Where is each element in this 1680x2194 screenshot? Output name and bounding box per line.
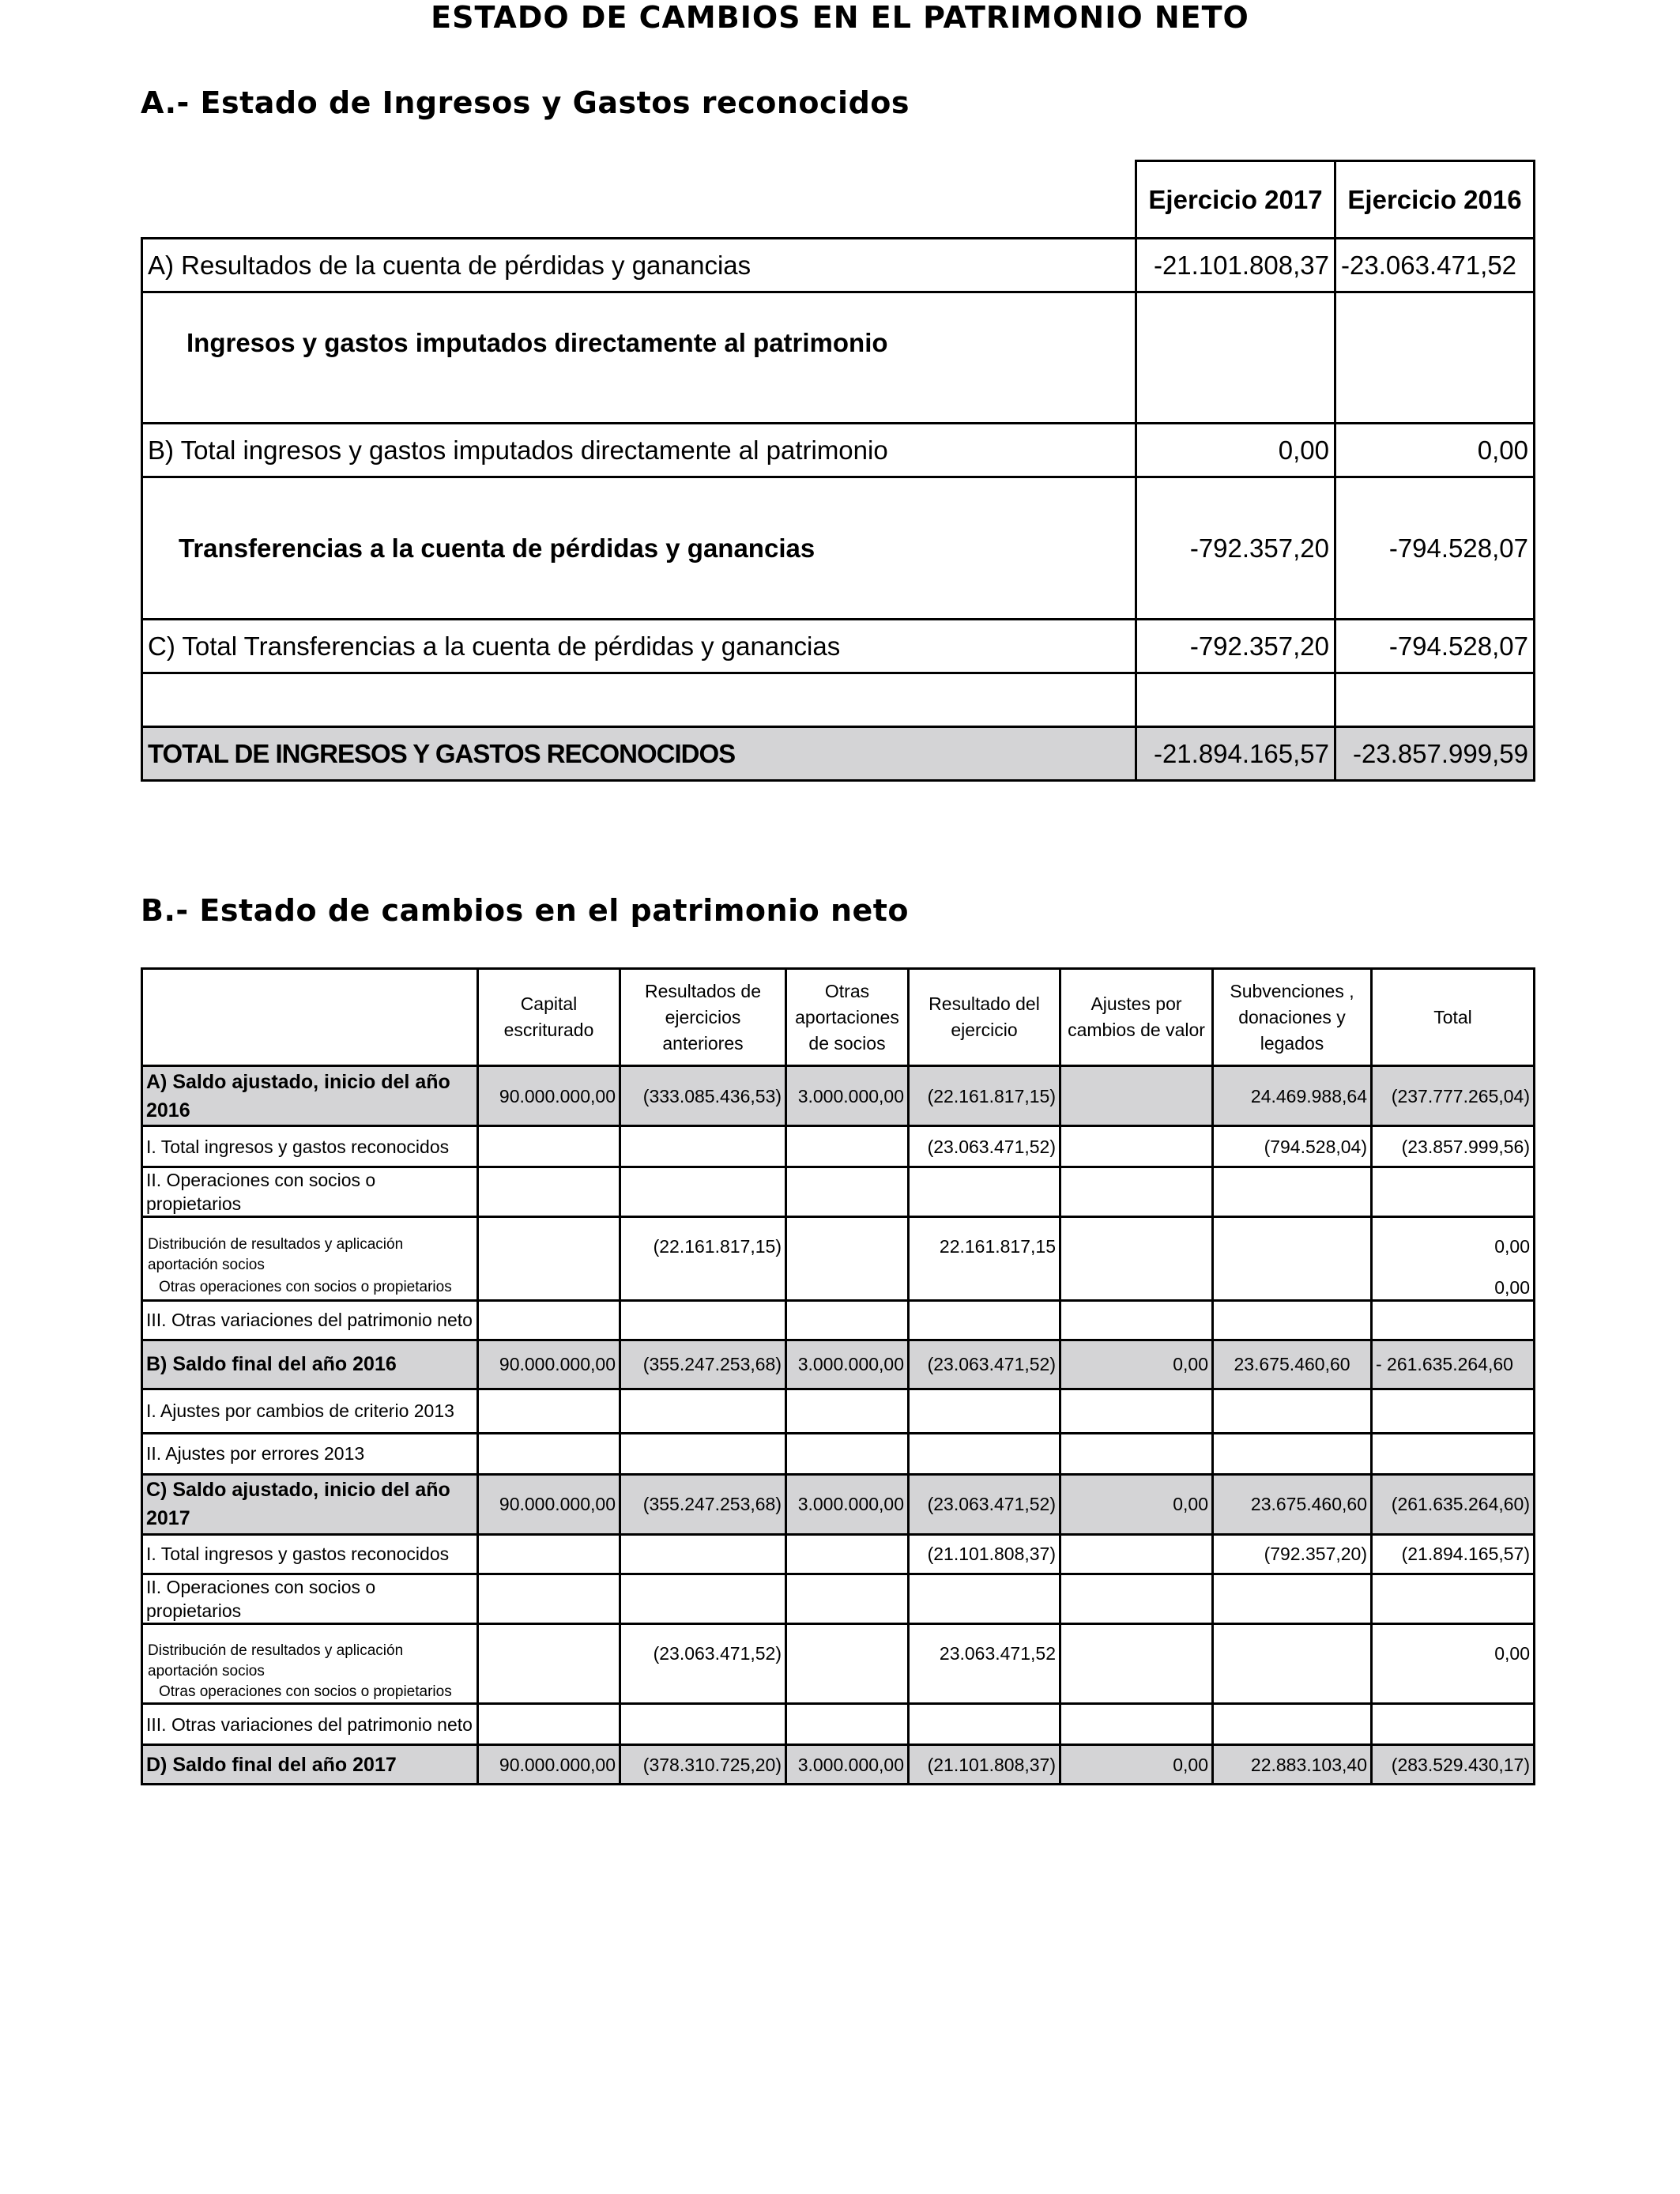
table-row xyxy=(142,1623,1535,1682)
table-row-total xyxy=(142,727,1535,781)
cell-capital xyxy=(478,1682,620,1704)
cell-grants xyxy=(1213,1623,1372,1682)
table-row xyxy=(142,1433,1535,1474)
table-row xyxy=(142,1474,1535,1534)
header-value-adjustments: Ajustes por cambios de valor xyxy=(1060,969,1213,1066)
cell-value-adjustments xyxy=(1060,1704,1213,1745)
cell-total: (237.777.265,04) xyxy=(1372,1066,1535,1126)
table-row xyxy=(142,673,1535,727)
cell-total: (23.857.999,56) xyxy=(1372,1126,1535,1167)
row-label: I. Total ingresos y gastos reconocidos xyxy=(142,1534,478,1574)
cell-prior-results xyxy=(620,1300,786,1340)
cell-prior-results xyxy=(620,1167,786,1217)
cell-year-result: (21.101.808,37) xyxy=(909,1745,1060,1785)
cell-year-result: (23.063.471,52) xyxy=(909,1474,1060,1534)
row-label: Transferencias a la cuenta de pérdidas y ganancias xyxy=(142,477,1136,620)
cell-prior-results xyxy=(620,1574,786,1623)
table-a-header-row xyxy=(142,161,1535,239)
cell-prior-results xyxy=(620,1682,786,1704)
cell-other-contributions xyxy=(786,1433,909,1474)
cell-year-result: (23.063.471,52) xyxy=(909,1126,1060,1167)
cell-other-contributions: 3.000.000,00 xyxy=(786,1340,909,1389)
cell-other-contributions xyxy=(786,1126,909,1167)
value-2016: 0,00 xyxy=(1335,424,1535,477)
header-capital: Capital escriturado xyxy=(478,969,620,1066)
cell-total xyxy=(1372,1167,1535,1217)
table-a-header-blank xyxy=(142,161,1136,239)
row-label: III. Otras variaciones del patrimonio neto xyxy=(142,1704,478,1745)
income-expense-table xyxy=(141,160,1535,782)
cell-total: (21.894.165,57) xyxy=(1372,1534,1535,1574)
cell-capital xyxy=(478,1704,620,1745)
table-row xyxy=(142,1745,1535,1785)
table-row xyxy=(142,1300,1535,1340)
cell-total xyxy=(1372,1389,1535,1433)
cell-year-result: (23.063.471,52) xyxy=(909,1340,1060,1389)
cell-capital xyxy=(478,1276,620,1301)
equity-changes-table xyxy=(141,967,1535,1785)
cell-total: 0,00 xyxy=(1372,1623,1535,1682)
value-2017: -792.357,20 xyxy=(1136,477,1335,620)
table-row xyxy=(142,1066,1535,1126)
value-2016: -794.528,07 xyxy=(1335,477,1535,620)
cell-value-adjustments xyxy=(1060,1574,1213,1623)
row-label: II. Ajustes por errores 2013 xyxy=(142,1433,478,1474)
cell-value-adjustments xyxy=(1060,1389,1213,1433)
table-row xyxy=(142,1574,1535,1623)
table-row xyxy=(142,1340,1535,1389)
cell-grants: 22.883.103,40 xyxy=(1213,1745,1372,1785)
value-2016: -794.528,07 xyxy=(1335,620,1535,673)
cell-value-adjustments xyxy=(1060,1433,1213,1474)
row-label: Ingresos y gastos imputados directamente al patrimonio xyxy=(142,292,1136,424)
value-2016: -23.063.471,52 xyxy=(1335,239,1535,292)
value-2016 xyxy=(1335,292,1535,424)
cell-year-result xyxy=(909,1704,1060,1745)
cell-value-adjustments xyxy=(1060,1534,1213,1574)
cell-prior-results xyxy=(620,1389,786,1433)
cell-other-contributions xyxy=(786,1389,909,1433)
cell-other-contributions: 3.000.000,00 xyxy=(786,1474,909,1534)
table-row xyxy=(142,1126,1535,1167)
cell-capital: 90.000.000,00 xyxy=(478,1066,620,1126)
cell-year-result: 22.161.817,15 xyxy=(909,1217,1060,1276)
cell-grants: (794.528,04) xyxy=(1213,1126,1372,1167)
cell-total xyxy=(1372,1704,1535,1745)
cell-year-result xyxy=(909,1682,1060,1704)
value-2016: -23.857.999,59 xyxy=(1335,727,1535,781)
cell-grants xyxy=(1213,1433,1372,1474)
cell-capital xyxy=(478,1217,620,1276)
cell-other-contributions xyxy=(786,1682,909,1704)
cell-grants xyxy=(1213,1300,1372,1340)
cell-capital xyxy=(478,1433,620,1474)
cell-grants xyxy=(1213,1217,1372,1276)
cell-other-contributions: 3.000.000,00 xyxy=(786,1745,909,1785)
row-label: A) Resultados de la cuenta de pérdidas y ganancias xyxy=(142,239,1136,292)
cell-capital: 90.000.000,00 xyxy=(478,1745,620,1785)
cell-prior-results xyxy=(620,1433,786,1474)
cell-grants xyxy=(1213,1704,1372,1745)
table-row xyxy=(142,1534,1535,1574)
table-a-header-2016: Ejercicio 2016 xyxy=(1335,161,1535,239)
cell-grants xyxy=(1213,1167,1372,1217)
cell-other-contributions xyxy=(786,1704,909,1745)
value-2017: 0,00 xyxy=(1136,424,1335,477)
cell-value-adjustments xyxy=(1060,1623,1213,1682)
cell-value-adjustments xyxy=(1060,1167,1213,1217)
cell-prior-results: (23.063.471,52) xyxy=(620,1623,786,1682)
cell-grants xyxy=(1213,1574,1372,1623)
cell-capital xyxy=(478,1126,620,1167)
cell-other-contributions xyxy=(786,1623,909,1682)
cell-capital: 90.000.000,00 xyxy=(478,1340,620,1389)
header-grants: Subvenciones , donaciones y legados xyxy=(1213,969,1372,1066)
cell-prior-results: (378.310.725,20) xyxy=(620,1745,786,1785)
cell-total xyxy=(1372,1300,1535,1340)
cell-total xyxy=(1372,1574,1535,1623)
cell-prior-results: (333.085.436,53) xyxy=(620,1066,786,1126)
cell-other-contributions: 3.000.000,00 xyxy=(786,1066,909,1126)
cell-other-contributions xyxy=(786,1276,909,1301)
cell-grants xyxy=(1213,1682,1372,1704)
cell-value-adjustments: 0,00 xyxy=(1060,1340,1213,1389)
table-row xyxy=(142,1682,1535,1704)
cell-year-result xyxy=(909,1300,1060,1340)
value-2016 xyxy=(1335,673,1535,727)
table-b-header-blank xyxy=(142,969,478,1066)
cell-year-result: (22.161.817,15) xyxy=(909,1066,1060,1126)
cell-capital xyxy=(478,1167,620,1217)
cell-capital xyxy=(478,1623,620,1682)
cell-value-adjustments xyxy=(1060,1066,1213,1126)
cell-year-result xyxy=(909,1276,1060,1301)
row-label: III. Otras variaciones del patrimonio neto xyxy=(142,1300,478,1340)
cell-other-contributions xyxy=(786,1300,909,1340)
cell-prior-results xyxy=(620,1126,786,1167)
cell-prior-results xyxy=(620,1276,786,1301)
row-label: I. Ajustes por cambios de criterio 2013 xyxy=(142,1389,478,1433)
table-row xyxy=(142,1167,1535,1217)
value-2017: -21.101.808,37 xyxy=(1136,239,1335,292)
row-label: II. Operaciones con socios o propietarios xyxy=(142,1574,478,1623)
cell-capital xyxy=(478,1389,620,1433)
cell-value-adjustments xyxy=(1060,1300,1213,1340)
cell-year-result: 23.063.471,52 xyxy=(909,1623,1060,1682)
cell-value-adjustments xyxy=(1060,1276,1213,1301)
cell-total: (261.635.264,60) xyxy=(1372,1474,1535,1534)
cell-grants xyxy=(1213,1389,1372,1433)
cell-year-result xyxy=(909,1574,1060,1623)
cell-grants: 24.469.988,64 xyxy=(1213,1066,1372,1126)
cell-prior-results: (22.161.817,15) xyxy=(620,1217,786,1276)
row-label: Otras operaciones con socios o propietarios xyxy=(142,1682,478,1704)
cell-year-result xyxy=(909,1389,1060,1433)
row-label: Distribución de resultados y aplicación aportación socios xyxy=(142,1623,478,1682)
table-row xyxy=(142,620,1535,673)
cell-prior-results: (355.247.253,68) xyxy=(620,1340,786,1389)
cell-total: 0,00 xyxy=(1372,1276,1535,1301)
cell-year-result xyxy=(909,1167,1060,1217)
table-row xyxy=(142,1217,1535,1276)
cell-grants xyxy=(1213,1276,1372,1301)
cell-other-contributions xyxy=(786,1167,909,1217)
cell-capital xyxy=(478,1574,620,1623)
section-a-heading: A.- Estado de Ingresos y Gastos reconocidos xyxy=(141,85,910,120)
table-row xyxy=(142,477,1535,620)
cell-total xyxy=(1372,1682,1535,1704)
cell-year-result: (21.101.808,37) xyxy=(909,1534,1060,1574)
cell-other-contributions xyxy=(786,1574,909,1623)
row-label: B) Total ingresos y gastos imputados directamente al patrimonio xyxy=(142,424,1136,477)
value-2017: -21.894.165,57 xyxy=(1136,727,1335,781)
cell-total: (283.529.430,17) xyxy=(1372,1745,1535,1785)
cell-capital xyxy=(478,1534,620,1574)
cell-value-adjustments xyxy=(1060,1126,1213,1167)
section-b-heading: B.- Estado de cambios en el patrimonio neto xyxy=(141,893,910,928)
table-row xyxy=(142,239,1535,292)
table-row xyxy=(142,1704,1535,1745)
cell-prior-results xyxy=(620,1704,786,1745)
document-title: ESTADO DE CAMBIOS EN EL PATRIMONIO NETO xyxy=(431,0,1249,35)
cell-value-adjustments: 0,00 xyxy=(1060,1745,1213,1785)
cell-value-adjustments xyxy=(1060,1217,1213,1276)
row-label: Distribución de resultados y aplicación aportación socios xyxy=(142,1217,478,1276)
table-b-header-row xyxy=(142,969,1535,1066)
table-row xyxy=(142,424,1535,477)
cell-capital xyxy=(478,1300,620,1340)
row-label: Otras operaciones con socios o propietarios xyxy=(142,1276,478,1301)
cell-total: - 261.635.264,60 xyxy=(1372,1340,1535,1389)
row-label: II. Operaciones con socios o propietarios xyxy=(142,1167,478,1217)
value-2017 xyxy=(1136,673,1335,727)
cell-total: 0,00 xyxy=(1372,1217,1535,1276)
cell-other-contributions xyxy=(786,1217,909,1276)
row-label: I. Total ingresos y gastos reconocidos xyxy=(142,1126,478,1167)
cell-grants: (792.357,20) xyxy=(1213,1534,1372,1574)
header-prior-results: Resultados de ejercicios anteriores xyxy=(620,969,786,1066)
row-label: C) Saldo ajustado, inicio del año 2017 xyxy=(142,1474,478,1534)
row-label: TOTAL DE INGRESOS Y GASTOS RECONOCIDOS xyxy=(142,727,1136,781)
cell-prior-results xyxy=(620,1534,786,1574)
header-total: Total xyxy=(1372,969,1535,1066)
table-row xyxy=(142,1389,1535,1433)
cell-capital: 90.000.000,00 xyxy=(478,1474,620,1534)
cell-year-result xyxy=(909,1433,1060,1474)
value-2017: -792.357,20 xyxy=(1136,620,1335,673)
row-label: C) Total Transferencias a la cuenta de pérdidas y ganancias xyxy=(142,620,1136,673)
cell-value-adjustments: 0,00 xyxy=(1060,1474,1213,1534)
row-label: B) Saldo final del año 2016 xyxy=(142,1340,478,1389)
header-year-result: Resultado del ejercicio xyxy=(909,969,1060,1066)
row-label: D) Saldo final del año 2017 xyxy=(142,1745,478,1785)
cell-grants: 23.675.460,60 xyxy=(1213,1474,1372,1534)
cell-value-adjustments xyxy=(1060,1682,1213,1704)
cell-prior-results: (355.247.253,68) xyxy=(620,1474,786,1534)
value-2017 xyxy=(1136,292,1335,424)
table-row xyxy=(142,292,1535,424)
table-a-header-2017: Ejercicio 2017 xyxy=(1136,161,1335,239)
table-row xyxy=(142,1276,1535,1301)
cell-other-contributions xyxy=(786,1534,909,1574)
row-label: A) Saldo ajustado, inicio del año 2016 xyxy=(142,1066,478,1126)
header-other-contributions: Otras aportaciones de socios xyxy=(786,969,909,1066)
cell-total xyxy=(1372,1433,1535,1474)
cell-grants: 23.675.460,60 xyxy=(1213,1340,1372,1389)
row-label xyxy=(142,673,1136,727)
